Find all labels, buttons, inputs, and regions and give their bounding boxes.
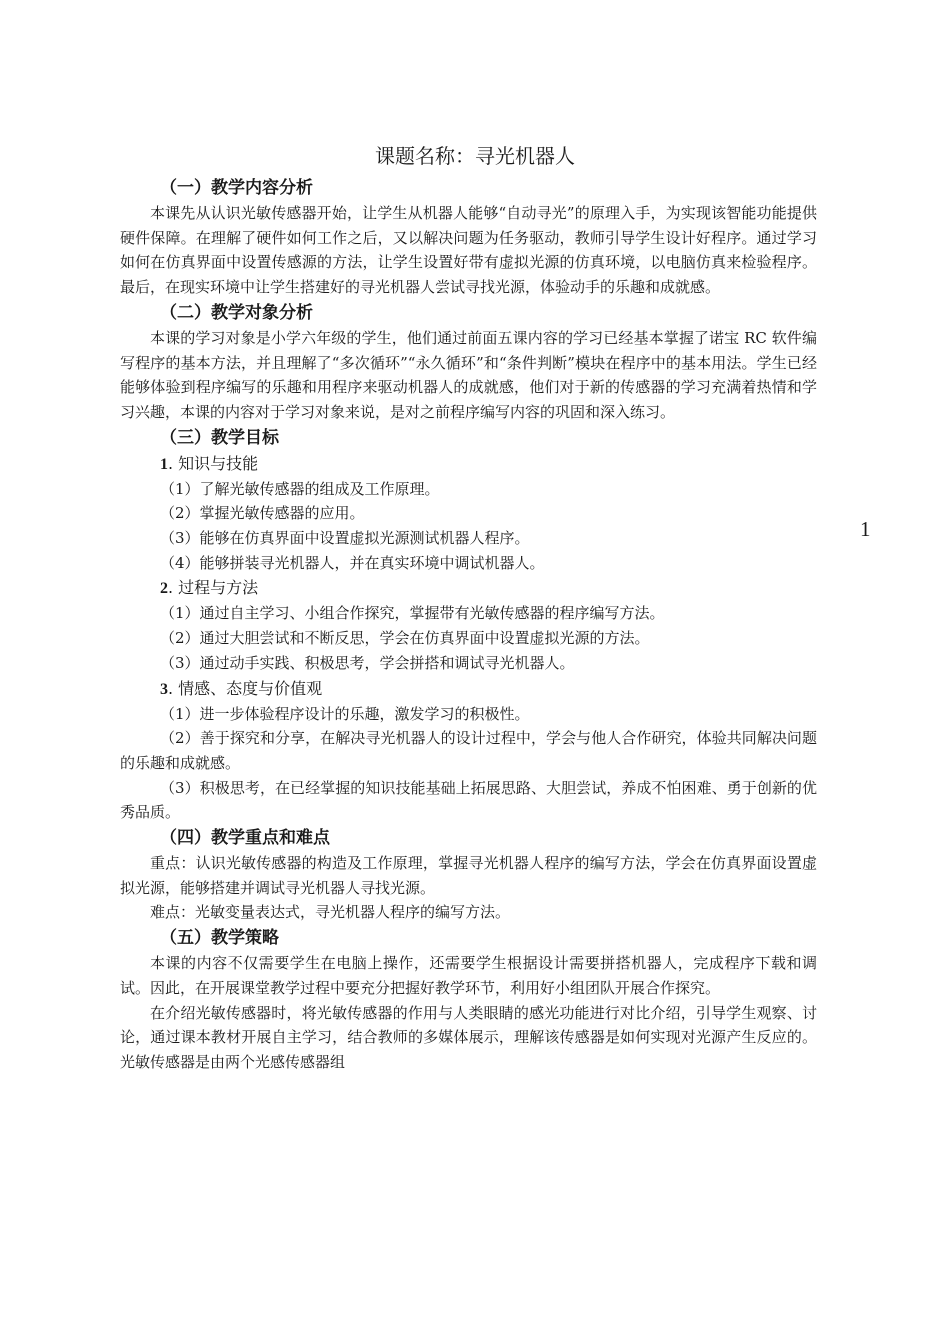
- group-label: . 知识与技能: [168, 453, 259, 473]
- section-heading-key-points: （四）教学重点和难点: [160, 828, 330, 849]
- objective-item: （2）掌握光敏传感器的应用。: [160, 504, 365, 523]
- paragraph-key-point: 重点：认识光敏传感器的构造及工作原理，掌握寻光机器人程序的编写方法，学会在仿真界面设置虚拟光源，能够搭建并调试寻光机器人寻找光源。: [120, 854, 817, 897]
- document-title: 课题名称：寻光机器人: [375, 144, 575, 168]
- objective-item: （3）积极思考，在已经掌握的知识技能基础上拓展思路、大胆尝试，养成不怕困难、勇于创新的优秀品质。: [120, 778, 817, 822]
- objective-item: （3）能够在仿真界面中设置虚拟光源测试机器人程序。: [160, 529, 530, 548]
- objective-item: （1）了解光敏传感器的组成及工作原理。: [160, 479, 440, 498]
- section-heading-learner-analysis: （二）教学对象分析: [160, 302, 313, 323]
- group-number: 3: [160, 680, 168, 698]
- paragraph: 本课的内容不仅需要学生在电脑上操作，还需要学生根据设计需要拼搭机器人，完成程序下载和调试。因此，在开展课堂教学过程中要充分把握好教学环节，利用好小组团队开展合作探究。: [120, 954, 817, 997]
- page-number: 1: [860, 517, 871, 541]
- paragraph: 本课的学习对象是小学六年级的学生，他们通过前面五课内容的学习已经基本掌握了诺宝 RC 软件编写程序的基本方法，并且理解了“多次循环”“永久循环”和“条件判断”模块在程序中的基本用法。学生已经能够体验到程序编写的乐趣和用程序来驱动机器人的成就感，他们对于新的传感器的学习充满着热情和学习兴趣，本课的内容对于学习对象来说，是对之前程序编写内容的巩固和深入练习。: [120, 328, 817, 421]
- objective-group-heading: [120, 676, 817, 702]
- objective-item: （2）通过大胆尝试和不断反思，学会在仿真界面中设置虚拟光源的方法。: [160, 629, 650, 648]
- objective-item: （4）能够拼装寻光机器人，并在真实环境中调试机器人。: [160, 553, 545, 572]
- objective-item: （1）通过自主学习、小组合作探究，掌握带有光敏传感器的程序编写方法。: [160, 604, 665, 623]
- paragraph-difficulty: 难点：光敏变量表达式，寻光机器人程序的编写方法。: [150, 903, 511, 922]
- group-number: 2: [160, 580, 168, 598]
- section-heading-content-analysis: （一）教学内容分析: [160, 178, 313, 198]
- section-heading-objectives: （三）教学目标: [160, 427, 279, 448]
- objective-item: （3）通过动手实践、积极思考，学会拼搭和调试寻光机器人。: [160, 653, 575, 672]
- objective-item: （2）善于探究和分享，在解决寻光机器人的设计过程中，学会与他人合作研究，体验共同解决问题的乐趣和成就感。: [120, 729, 817, 772]
- section-heading-strategy: （五）教学策略: [160, 928, 279, 949]
- objective-group-heading: [120, 575, 817, 601]
- objective-item: （1）进一步体验程序设计的乐趣，激发学习的积极性。: [160, 704, 530, 723]
- objective-group-heading: [120, 451, 817, 477]
- group-label: . 过程与方法: [168, 578, 259, 598]
- paragraph: 本课先从认识光敏传感器开始，让学生从机器人能够“自动寻光”的原理入手，为实现该智能功能提供硬件保障。在理解了硬件如何工作之后，又以解决问题为任务驱动，教师引导学生设计好程序。通过学习如何在仿真界面中设置传感源的方法，让学生设置好带有虚拟光源的仿真环境，以电脑仿真来检验程序。最后，在现实环境中让学生搭建好的寻光机器人尝试寻找光源，体验动手的乐趣和成就感。: [120, 204, 817, 297]
- document-body: [120, 175, 817, 1075]
- paragraph: 在介绍光敏传感器时，将光敏传感器的作用与人类眼睛的感光功能进行对比介绍，引导学生观察、讨论，通过课本教材开展自主学习，结合教师的多媒体展示，理解该传感器是如何实现对光源产生反应的。光敏传感器是由两个光感传感器组: [120, 1003, 817, 1071]
- group-number: 1: [160, 455, 168, 473]
- group-label: . 情感、态度与价值观: [168, 678, 323, 698]
